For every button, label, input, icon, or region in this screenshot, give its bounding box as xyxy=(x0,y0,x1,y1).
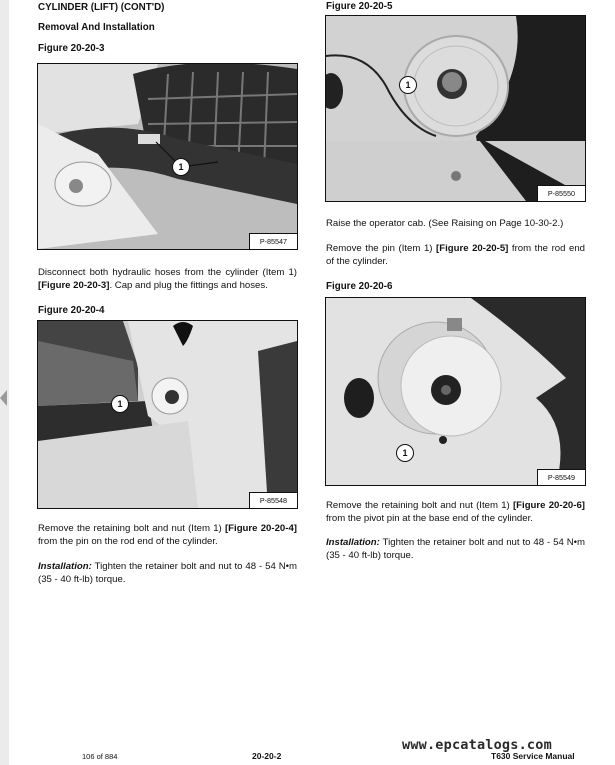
pin-photo-image xyxy=(326,16,585,201)
installation-label: Installation: xyxy=(38,561,92,572)
callout-item-1: 1 xyxy=(111,395,129,413)
hoses-photo-image xyxy=(38,64,297,249)
text: Disconnect both hydraulic hoses from the cylinder (Item 1) xyxy=(38,267,297,278)
callout-item-1: 1 xyxy=(172,158,190,176)
text: Tighten the retainer bolt and nut to 48 - 54 N•m (35 - 40 ft-lb) torque. xyxy=(326,537,585,561)
text: Remove the retaining bolt and nut (Item 1) xyxy=(326,500,513,511)
rod-end-photo-image xyxy=(38,321,297,508)
installation-note-pivot-pin xyxy=(326,537,585,562)
text: Tighten the retainer bolt and nut to 48 - 54 N•m (35 - 40 ft-lb) torque. xyxy=(38,561,297,585)
installation-note-rod-end xyxy=(38,561,297,586)
figure-reference-link[interactable]: [Figure 20-20-3] xyxy=(38,279,110,291)
installation-label: Installation: xyxy=(326,537,380,548)
paragraph-disconnect-hoses xyxy=(38,267,297,292)
viewer-left-gutter xyxy=(0,0,9,765)
paragraph-remove-bolt-pivot-pin xyxy=(326,500,585,525)
figure-title: Figure 20-20-4 xyxy=(38,305,105,316)
figure-reference-link[interactable]: [Figure 20-20-5] xyxy=(436,243,509,254)
text: from the pin on the rod end of the cylinder. xyxy=(38,535,218,547)
text: Remove the pin (Item 1) xyxy=(326,243,437,254)
text: from the rod end of the cylinder. xyxy=(326,243,585,267)
photo-id-label: P-85550 xyxy=(537,185,585,201)
photo-id-label: P-85547 xyxy=(249,233,297,249)
page-number: 20-20-2 xyxy=(252,751,282,761)
figure-photo-rod-end-bolt xyxy=(37,320,298,509)
pivot-pin-photo-image xyxy=(326,298,585,485)
text: . Cap and plug the fittings and hoses. xyxy=(109,279,268,291)
previous-page-arrow-icon[interactable] xyxy=(0,390,7,406)
figure-reference-link[interactable]: [Figure 20-20-4] xyxy=(224,523,297,534)
section-title: CYLINDER (LIFT) (CONT'D) xyxy=(38,2,165,13)
paragraph-remove-pin xyxy=(326,243,585,268)
figure-title: Figure 20-20-6 xyxy=(326,281,393,292)
figure-photo-hoses xyxy=(37,63,298,250)
figure-title: Figure 20-20-3 xyxy=(38,43,105,54)
paragraph-raise-cab: Raise the operator cab. (See Raising on Page 10-30-2.) xyxy=(326,218,564,229)
subsection-title: Removal And Installation xyxy=(38,22,155,33)
figure-photo-pivot-pin xyxy=(325,297,586,486)
watermark-url: www.epcatalogs.com xyxy=(402,737,552,753)
figure-photo-pin xyxy=(325,15,586,202)
figure-reference-link[interactable]: [Figure 20-20-6] xyxy=(512,500,585,511)
callout-item-1: 1 xyxy=(396,444,414,462)
text: from the pivot pin at the base end of the cylinder. xyxy=(326,512,533,524)
paragraph-remove-bolt-rod-end xyxy=(38,523,297,548)
text: Remove the retaining bolt and nut (Item 1) xyxy=(38,523,225,534)
page-count: 106 of 884 xyxy=(82,752,118,761)
figure-title: Figure 20-20-5 xyxy=(326,1,393,12)
manual-title: T630 Service Manual xyxy=(491,751,575,761)
photo-id-label: P-85548 xyxy=(249,492,297,508)
photo-id-label: P-85549 xyxy=(537,469,585,485)
callout-item-1: 1 xyxy=(399,76,417,94)
